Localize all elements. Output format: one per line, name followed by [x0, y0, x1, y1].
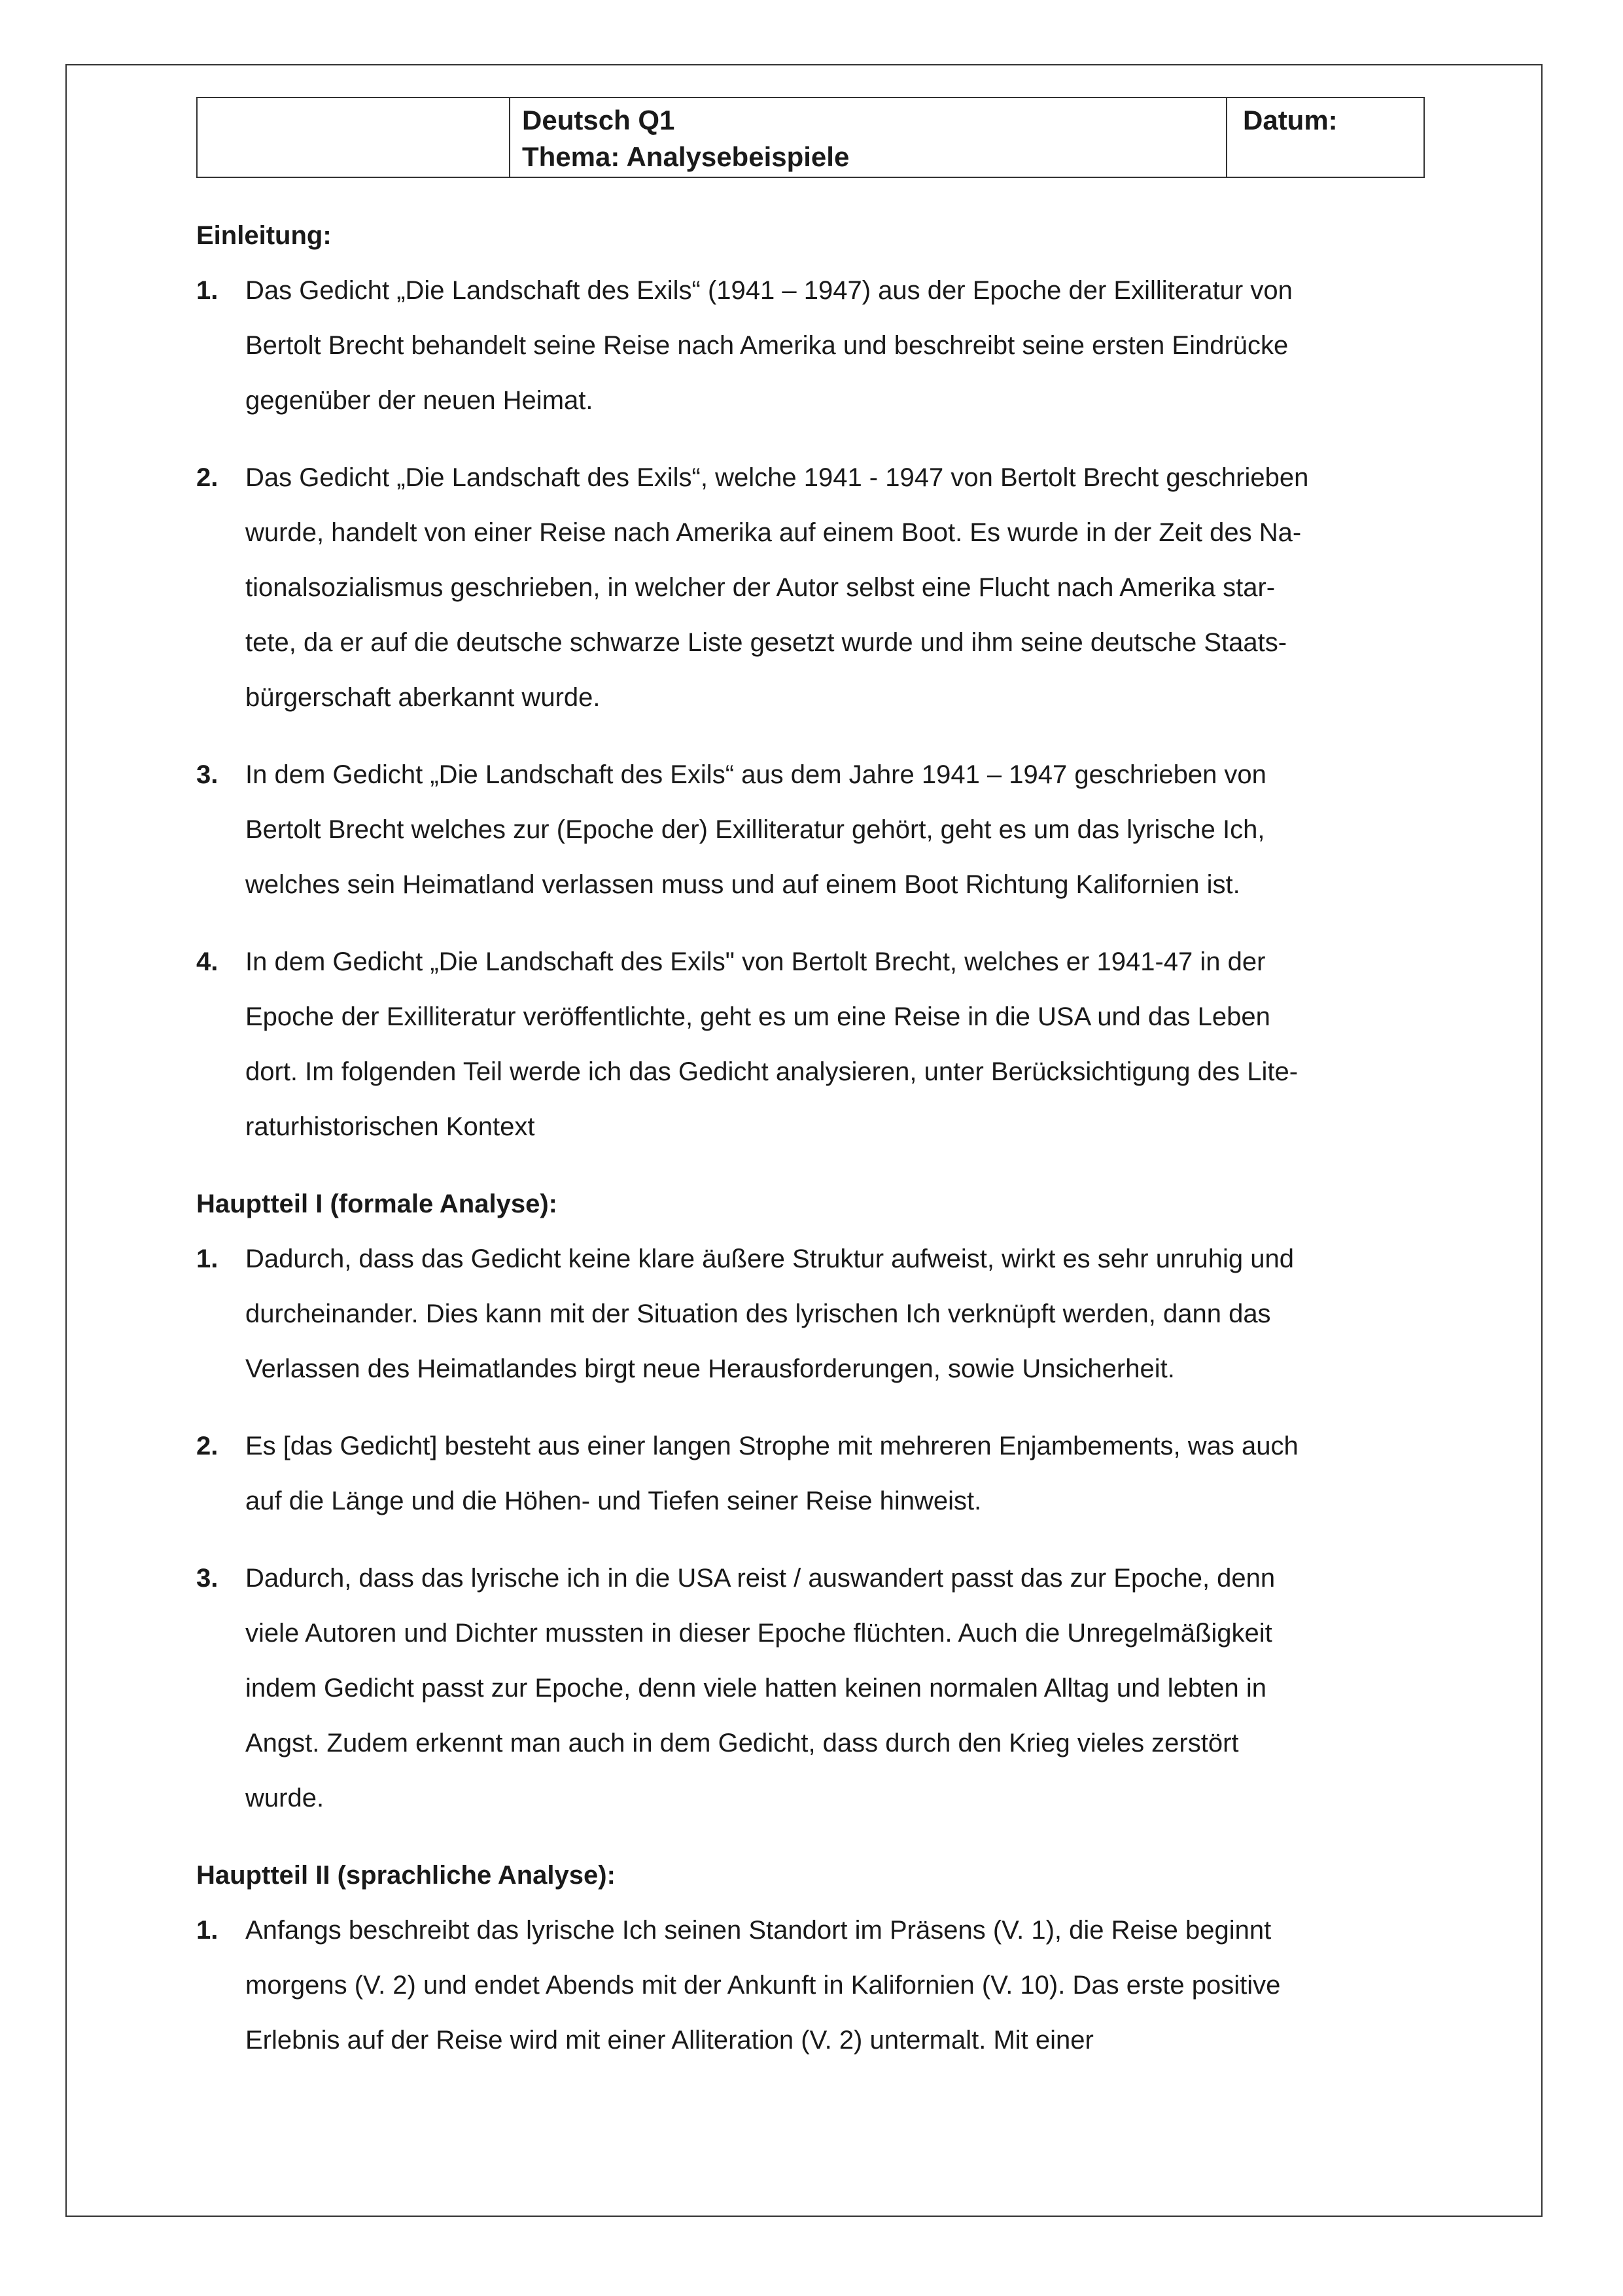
text-line: Verlassen des Heimatlandes birgt neue Herausforderungen, sowie Unsicherheit. [245, 1354, 1175, 1383]
list-item [196, 1419, 1348, 1528]
list-item-number: 3. [196, 1564, 218, 1593]
date-label: Datum: [1243, 105, 1338, 135]
text-line: Bertolt Brecht behandelt seine Reise nach Amerika und beschreibt seine ersten Eindrücke [245, 331, 1289, 360]
section-title: Hauptteil II (sprachliche Analyse): [196, 1861, 616, 1890]
list-item [196, 934, 1348, 1154]
list-item [196, 450, 1348, 725]
list-item-number: 3. [196, 760, 218, 789]
text-line: raturhistorischen Kontext [245, 1112, 535, 1141]
text-line: durcheinander. Dies kann mit der Situation des lyrischen Ich verknüpft werden, dann das [245, 1299, 1271, 1328]
header-cell-empty [197, 97, 510, 177]
list-item-number: 1. [196, 1245, 218, 1273]
list-item [196, 1903, 1348, 2068]
text-line: Es [das Gedicht] besteht aus einer langen Strophe mit mehreren Enjambements, was auch [245, 1432, 1299, 1460]
subject-label: Deutsch Q1 [522, 105, 675, 135]
text-line: gegenüber der neuen Heimat. [245, 386, 593, 415]
text-line: Das Gedicht „Die Landschaft des Exils“, welche 1941 - 1947 von Bertolt Brecht geschrieben [245, 463, 1309, 492]
text-line: viele Autoren und Dichter mussten in dieser Epoche flüchten. Auch die Unregelmäßigkeit [245, 1619, 1272, 1648]
text-line: Angst. Zudem erkennt man auch in dem Gedicht, dass durch den Krieg vieles zerstört [245, 1729, 1239, 1757]
list-item-text [245, 450, 1348, 725]
text-line: wurde. [245, 1784, 324, 1812]
text-line: tionalsozialismus geschrieben, in welcher der Autor selbst eine Flucht nach Amerika star- [245, 573, 1276, 602]
list-item-text [245, 747, 1348, 912]
text-line: Erlebnis auf der Reise wird mit einer Alliteration (V. 2) untermalt. Mit einer [245, 2026, 1094, 2055]
list-item [196, 1231, 1348, 1396]
text-line: morgens (V. 2) und endet Abends mit der Ankunft in Kalifornien (V. 10). Das erste positive [245, 1971, 1281, 2000]
list-item-number: 4. [196, 947, 218, 976]
text-line: In dem Gedicht „Die Landschaft des Exils" von Bertolt Brecht, welches er 1941-47 in der [245, 947, 1266, 976]
document-body [196, 208, 1348, 2090]
text-line: dort. Im folgenden Teil werde ich das Gedicht analysieren, unter Berücksichtigung des Lite- [245, 1057, 1299, 1086]
header-table [196, 97, 1425, 178]
list-item-number: 1. [196, 276, 218, 305]
text-line: In dem Gedicht „Die Landschaft des Exils“ aus dem Jahre 1941 – 1947 geschrieben von [245, 760, 1266, 789]
list-item-number: 2. [196, 463, 218, 492]
header-row [197, 97, 1424, 177]
text-line: Dadurch, dass das lyrische ich in die USA reist / auswandert passt das zur Epoche, denn [245, 1564, 1276, 1593]
list-item-text [245, 1903, 1348, 2068]
text-line: Dadurch, dass das Gedicht keine klare äußere Struktur aufweist, wirkt es sehr unruhig und [245, 1245, 1295, 1273]
text-line: auf die Länge und die Höhen- und Tiefen seiner Reise hinweist. [245, 1487, 982, 1515]
header-cell-title [510, 97, 1227, 177]
text-line: indem Gedicht passt zur Epoche, denn viele hatten keinen normalen Alltag und lebten in [245, 1674, 1267, 1703]
text-line: bürgerschaft aberkannt wurde. [245, 683, 601, 712]
list-item-number: 2. [196, 1432, 218, 1460]
text-line: Das Gedicht „Die Landschaft des Exils“ (1941 – 1947) aus der Epoche der Exilliteratur von [245, 276, 1293, 305]
text-line: tete, da er auf die deutsche schwarze Liste gesetzt wurde und ihm seine deutsche Staats- [245, 628, 1287, 657]
text-line: welches sein Heimatland verlassen muss und auf einem Boot Richtung Kalifornien ist. [245, 870, 1240, 899]
list-item-text [245, 1551, 1348, 1826]
list-item-number: 1. [196, 1916, 218, 1945]
list-item-text [245, 1419, 1348, 1528]
topic-label: Thema: Analysebeispiele [522, 141, 850, 172]
list-item-text [245, 934, 1348, 1154]
section-title: Einleitung: [196, 221, 332, 250]
text-line: wurde, handelt von einer Reise nach Amerika auf einem Boot. Es wurde in der Zeit des Na- [245, 518, 1302, 547]
list-item [196, 263, 1348, 428]
text-line: Epoche der Exilliteratur veröffentlichte, geht es um eine Reise in die USA und das Leben [245, 1002, 1270, 1031]
text-line: Anfangs beschreibt das lyrische Ich seinen Standort im Präsens (V. 1), die Reise beginnt [245, 1916, 1272, 1945]
header-cell-date [1227, 97, 1424, 177]
list-item [196, 747, 1348, 912]
list-item [196, 1551, 1348, 1826]
list-item-text [245, 1231, 1348, 1396]
text-line: Bertolt Brecht welches zur (Epoche der) Exilliteratur gehört, geht es um das lyrische Ich, [245, 815, 1265, 844]
list-item-text [245, 263, 1348, 428]
section-title: Hauptteil I (formale Analyse): [196, 1190, 557, 1218]
